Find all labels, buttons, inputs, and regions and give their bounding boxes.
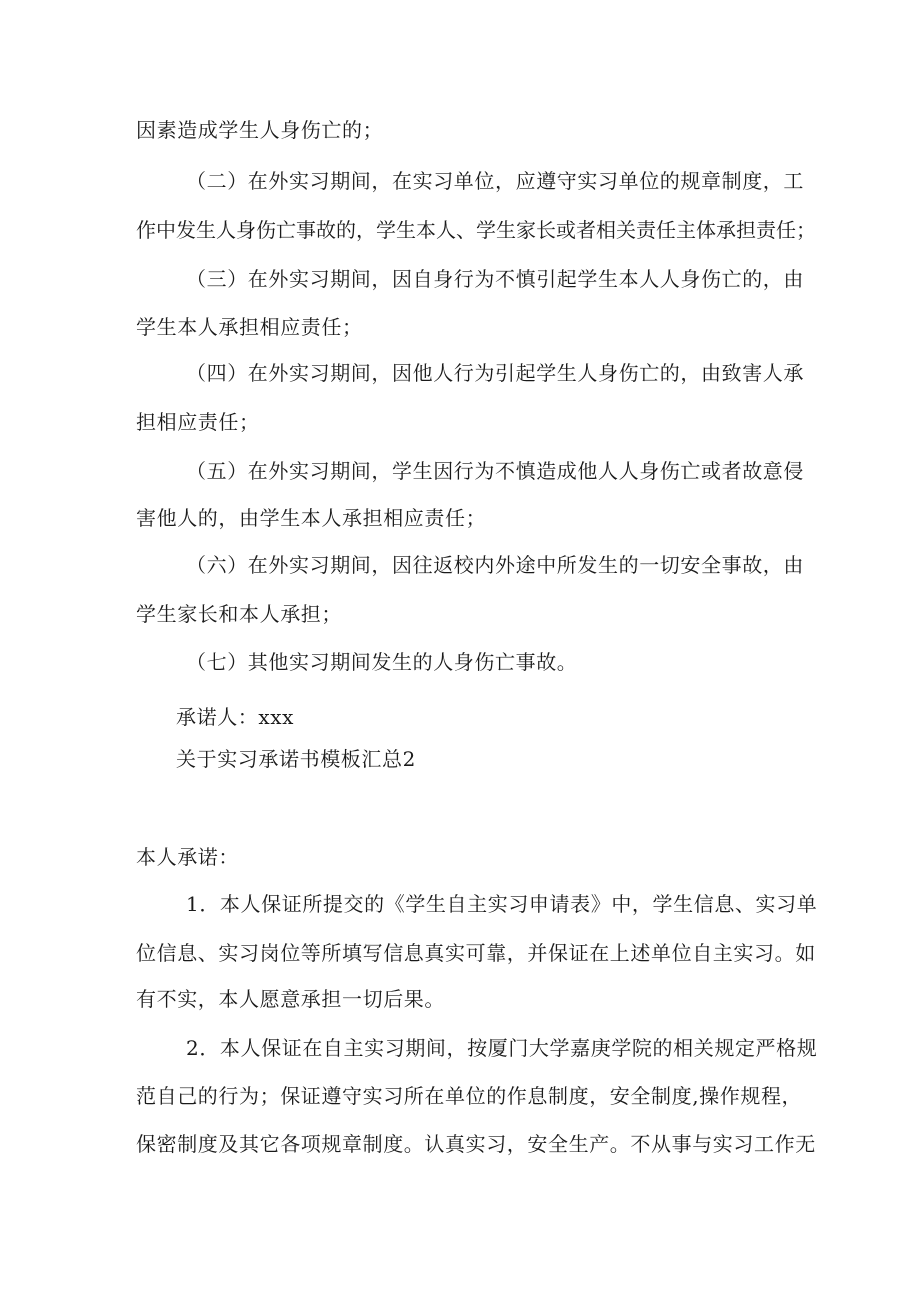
text-line: （二）在外实习期间，在实习单位，应遵守实习单位的规章制度，工 [186,169,804,193]
text-line: 2．本人保证在自主实习期间，按厦门大学嘉庚学院的相关规定严格规 [186,1036,818,1060]
text-line: 害他人的，由学生本人承担相应责任； [136,506,487,530]
text-line: 担相应责任； [136,410,260,434]
text-line: 位信息、实习岗位等所填写信息真实可靠，并保证在上述单位自主实习。如 [136,941,816,965]
text-line: （三）在外实习期间，因自身行为不慎引起学生本人人身伤亡的，由 [186,267,804,291]
text-line: 保密制度及其它各项规章制度。认真实习，安全生产。不从事与实习工作无 [136,1132,816,1156]
text-line: 有不实，本人愿意承担一切后果。 [136,987,445,1011]
text-line: （四）在外实习期间，因他人行为引起学生人身伤亡的，由致害人承 [186,361,804,385]
text-line: 作中发生人身伤亡事故的，学生本人、学生家长或者相关责任主体承担责任； [136,218,816,242]
text-line: （五）在外实习期间，学生因行为不慎造成他人人身伤亡或者故意侵 [186,459,804,483]
text-line: （七）其他实习期间发生的人身伤亡事故。 [186,650,578,674]
text-line: 学生家长和本人承担； [136,602,342,626]
text-line: 范自己的行为；保证遵守实习所在单位的作息制度，安全制度,操作规程， [136,1084,803,1108]
text-line: （六）在外实习期间，因往返校内外途中所发生的一切安全事故，由 [186,553,804,577]
text-line: 因素造成学生人身伤亡的； [136,118,384,142]
text-line: 本人承诺： [136,845,239,869]
text-line: 1．本人保证所提交的《学生自主实习申请表》中，学生信息、实习单 [186,892,818,916]
signatory-line: 承诺人：xxx [176,705,295,729]
text-line: 学生本人承担相应责任； [136,315,363,339]
section-title: 关于实习承诺书模板汇总2 [176,747,416,771]
